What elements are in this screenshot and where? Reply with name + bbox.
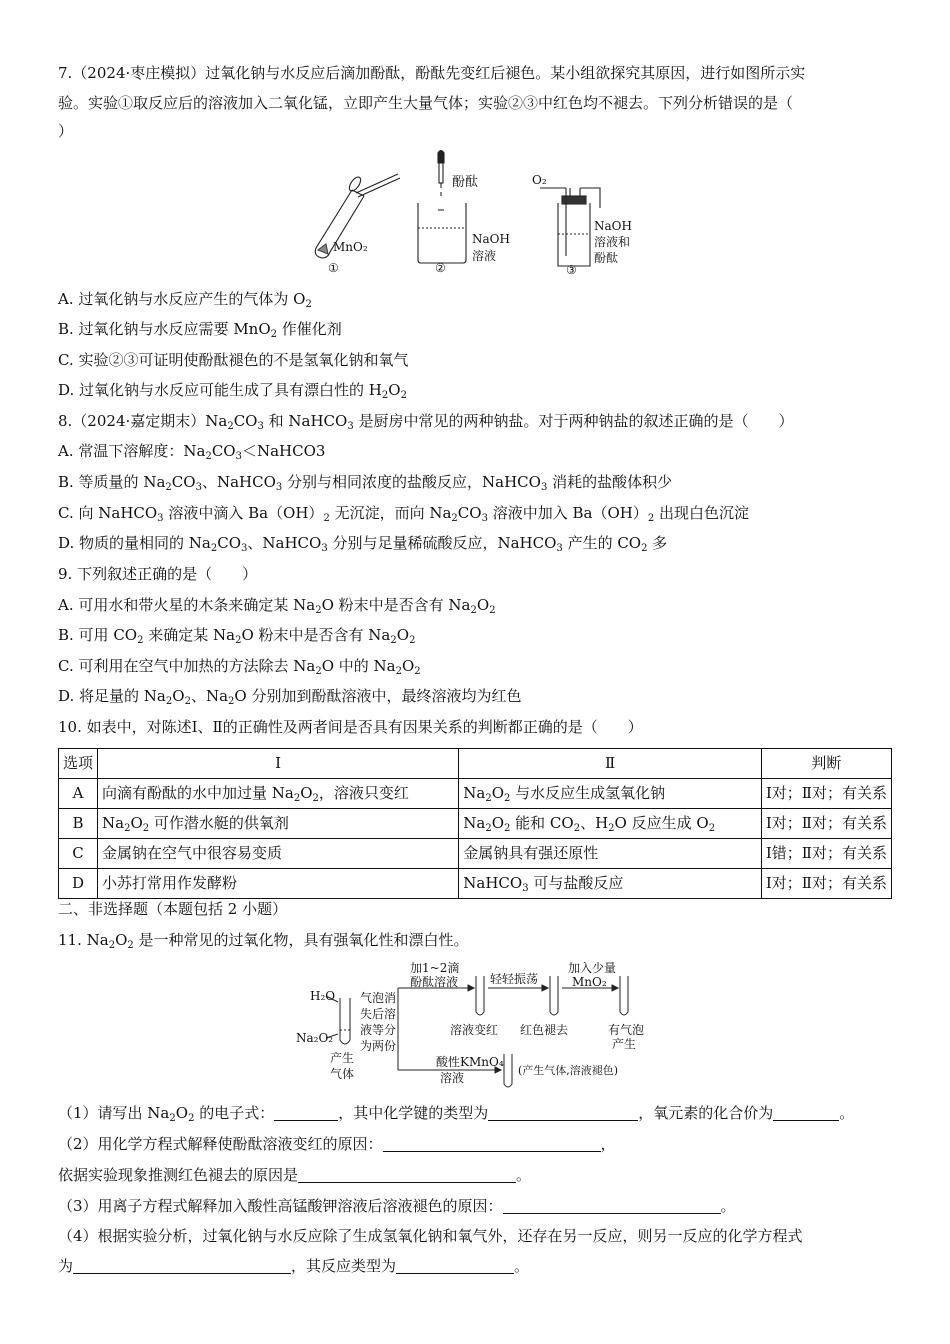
statement-2-cell: NaHCO$_3$ 可与盐酸反应 — [459, 869, 762, 899]
statement-2-cell: $Na_2O_2$ 能和 $CO_2$、$H_2O$ 反应生成 $O_2$ — [459, 809, 762, 839]
answer-blank[interactable] — [73, 1259, 291, 1274]
kmno4-result-label: (产生气体,溶液褪色) — [518, 1064, 619, 1077]
judgement-cell: Ⅰ对；Ⅱ对；有关系 — [761, 779, 891, 809]
q11-part4b: 为 ，其反应类型为 。 — [58, 1257, 530, 1275]
option-cell: A — [59, 779, 98, 809]
bubbles-label: 产生 — [612, 1037, 637, 1051]
option-cell: B — [59, 809, 98, 839]
solution-and-label: 溶液和 — [594, 235, 631, 249]
h2o-label: H₂O — [310, 989, 336, 1003]
q7-stem-line2: 验。实验①取反应后的溶液加入二氧化锰，立即产生大量气体；实验②③中红色均不褪去。下列分析错误的是（ — [58, 94, 794, 112]
figure-label-1: ① — [328, 261, 339, 275]
option-cell: C — [59, 839, 98, 869]
phenolphthalein-label-3: 酚酞 — [594, 251, 619, 265]
q11-part1: （1）请写出 $Na_2O_2$ 的电子式： ，其中化学键的类型为 ，氧元素的化合价为 。 — [58, 1104, 855, 1124]
q7-option-d: D. 过氧化钠与水反应可能生成了具有漂白性的 $H_2O_2$ — [58, 381, 407, 401]
statement-1-cell: 金属钠在空气中很容易变质 — [98, 839, 459, 869]
q7-option-b: B. 过氧化钠与水反应需要 MnO$_2$ 作催化剂 — [58, 320, 342, 340]
table-header: Ⅱ — [459, 749, 762, 779]
gas-label: 气体 — [330, 1067, 355, 1081]
table-header-row — [59, 749, 892, 779]
q9-option-b: B. 可用 $CO_2$ 来确定某 $Na_2O$ 粉末中是否含有 $Na_2O_2$ — [58, 626, 416, 646]
kmno4-label: 酸性KMnO₄ — [436, 1055, 504, 1069]
split-label: 液等分 — [360, 1023, 397, 1037]
split-label: 失后溶 — [360, 1007, 397, 1021]
add-drops-label: 酚酞溶液 — [410, 975, 459, 989]
q9-option-c: C. 可利用在空气中加热的方法除去 $Na_2O$ 中的 $Na_2O_2$ — [58, 657, 421, 677]
q8-option-c: C. 向 NaHCO$_3$ 溶液中滴入 $Ba(OH)_2$ 无沉淀，而向 $Na_2CO_3$ 溶液中加入 $Ba(OH)_2$ 出现白色沉淀 — [58, 504, 749, 524]
add-drops-label: 加1~2滴 — [410, 961, 460, 975]
q11-part2b: 依据实验现象推测红色褪去的原因是 。 — [58, 1166, 532, 1184]
answer-blank[interactable] — [298, 1168, 516, 1183]
q8-option-b: B. 等质量的 $Na_2CO_3$、NaHCO$_3$ 分别与相同浓度的盐酸反应，NaHCO$_3$ 消耗的盐酸体积少 — [58, 473, 673, 493]
q11-part2a: （2）用化学方程式解释使酚酞溶液变红的原因： ， — [58, 1135, 616, 1153]
q8-option-d: D. 物质的量相同的 $Na_2CO_3$、NaHCO$_3$ 分别与足量稀硫酸反应，NaHCO$_3$ 产生的 $CO_2$ 多 — [58, 534, 668, 554]
kmno4-label: 溶液 — [440, 1071, 465, 1085]
figure-label-3: ③ — [566, 263, 577, 277]
q11-part4a: （4）根据实验分析，过氧化钠与水反应除了生成氢氧化钠和氧气外，还存在另一反应，则另一反应的化学方程式 — [58, 1227, 803, 1245]
gas-label: 产生 — [330, 1051, 355, 1065]
answer-blank[interactable] — [274, 1106, 338, 1121]
naoh-label: NaOH — [472, 232, 510, 246]
turns-red-label: 溶液变红 — [450, 1023, 499, 1037]
statement-1-cell: $Na_2O_2$ 可作潜水艇的供氧剂 — [98, 809, 459, 839]
q7-option-a: A. 过氧化钠与水反应产生的气体为 $O_2$ — [58, 290, 312, 310]
split-label: 气泡消 — [360, 991, 397, 1005]
answer-blank[interactable] — [503, 1199, 721, 1214]
statement-1-cell: 小苏打常用作发酵粉 — [98, 869, 459, 899]
figure-label-2: ② — [435, 261, 446, 275]
q9-option-d: D. 将足量的 $Na_2O_2$、$Na_2O$ 分别加到酚酞溶液中，最终溶液均为红色 — [58, 687, 522, 707]
q8-stem: 8.（2024·嘉定期末）$Na_2CO_3$ 和 NaHCO$_3$ 是厨房中常见的两种钠盐。对于两种钠盐的叙述正确的是（ ） — [58, 412, 794, 432]
table-row — [59, 869, 892, 899]
add-mno2-label: 加入少量 — [568, 961, 617, 975]
q7-stem-line3: ） — [58, 122, 74, 140]
answer-blank[interactable] — [773, 1106, 839, 1121]
answer-blank[interactable] — [488, 1106, 638, 1121]
table-row — [59, 839, 892, 869]
answer-blank[interactable] — [396, 1259, 514, 1274]
q11-part3: （3）用离子方程式解释加入酸性高锰酸钾溶液后溶液褪色的原因： 。 — [58, 1197, 736, 1215]
table-header: Ⅰ — [98, 749, 459, 779]
statement-1-cell: 向滴有酚酞的水中加过量 $Na_2O_2$，溶液只变红 — [98, 779, 459, 809]
o2-label: O₂ — [532, 173, 547, 187]
q11-stem: 11. $Na_2O_2$ 是一种常见的过氧化物，具有强氧化性和漂白性。 — [58, 931, 469, 951]
section-heading: 二、非选择题（本题包括 2 小题） — [58, 900, 288, 918]
bubbles-label: 有气泡 — [608, 1023, 645, 1037]
table-header: 判断 — [761, 749, 891, 779]
add-mno2-label: MnO₂ — [572, 975, 607, 989]
answer-blank[interactable] — [383, 1137, 601, 1152]
split-label: 为两份 — [360, 1039, 397, 1053]
mno2-label: MnO₂ — [333, 240, 368, 254]
q8-option-a: A. 常温下溶解度：$Na_2CO_3<NaHCO3$ — [58, 442, 326, 462]
q10-table — [58, 748, 892, 899]
solution-label: 溶液 — [472, 249, 497, 263]
q7-option-c: C. 实验②③可证明使酚酞褪色的不是氢氧化钠和氧气 — [58, 351, 409, 369]
judgement-cell: Ⅰ错；Ⅱ对；有关系 — [761, 839, 891, 869]
statement-2-cell: $Na_2O_2$ 与水反应生成氢氧化钠 — [459, 779, 762, 809]
table-row — [59, 809, 892, 839]
q7-experiment-figure — [300, 148, 660, 278]
judgement-cell: Ⅰ对；Ⅱ对；有关系 — [761, 809, 891, 839]
red-fades-label: 红色褪去 — [520, 1023, 569, 1037]
shake-label: 轻轻振荡 — [490, 972, 539, 986]
table-header: 选项 — [59, 749, 98, 779]
table-row — [59, 779, 892, 809]
option-cell: D — [59, 869, 98, 899]
statement-2-cell: 金属钠具有强还原性 — [459, 839, 762, 869]
judgement-cell: Ⅰ对；Ⅱ对；有关系 — [761, 869, 891, 899]
q10-stem: 10. 如表中，对陈述Ⅰ、Ⅱ的正确性及两者间是否具有因果关系的判断都正确的是（ ） — [58, 718, 643, 736]
q9-stem: 9. 下列叙述正确的是（ ） — [58, 565, 258, 583]
q9-option-a: A. 可用水和带火星的木条来确定某 $Na_2O$ 粉末中是否含有 $Na_2O_2$ — [58, 596, 496, 616]
na2o2-label: Na₂O₂ — [296, 1031, 334, 1045]
naoh-label-3: NaOH — [594, 219, 632, 233]
q7-stem-line1: 7.（2024·枣庄模拟）过氧化钠与水反应后滴加酚酞，酚酞先变红后褪色。某小组欲探究其原因，进行如图所示实 — [58, 64, 806, 82]
phenolphthalein-label: 酚酞 — [452, 175, 479, 190]
q11-flow-diagram — [290, 958, 670, 1090]
